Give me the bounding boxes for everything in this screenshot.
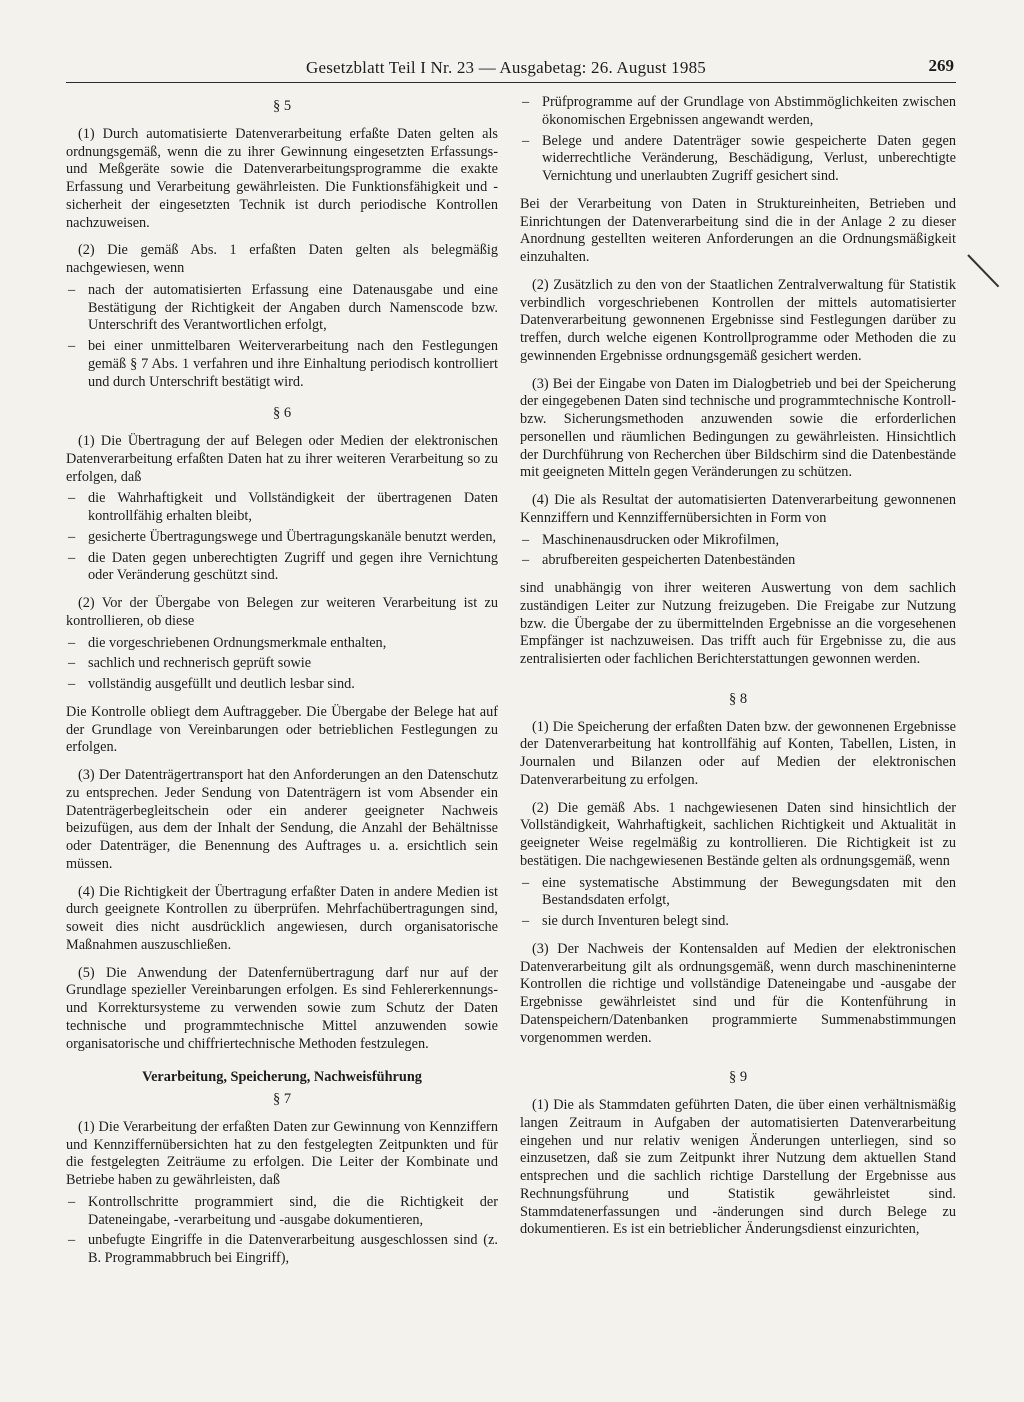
right-column (520, 94, 956, 1249)
page-header (66, 56, 956, 83)
paragraph: (1) Die Übertragung der auf Belegen oder Medien der elektronischen Datenverarbeitung erfaßten Daten hat zu ihrer weiteren Verarbeitung so zu erfolgen, daß (66, 433, 498, 485)
list-item: – sachlich und rechnerisch geprüft sowie (66, 655, 498, 673)
list-item: – die Daten gegen unberechtigten Zugriff und gegen ihre Vernichtung oder Veränderung geschützt sind. (66, 550, 498, 586)
bullet-list (520, 94, 956, 186)
paragraph: (3) Bei der Eingabe von Daten im Dialogbetrieb und bei der Speicherung der eingegebenen Daten sind technische und programmtechnische Kontroll- bzw. Sicherungsmethoden anzuwenden sowie die erforderlichen personellen und räumlichen Bedingungen zu gewährleisten. Hinsichtlich der Durchführung von Recherchen über Bildschirm sind die Datenbestände mit geeigneten Mitteln gegen Veränderungen zu schützen. (520, 375, 956, 481)
list-item: – eine systematische Abstimmung der Bewegungsdaten mit den Bestandsdaten erfolgt, (520, 875, 956, 911)
chapter-heading: Verarbeitung, Speicherung, Nachweisführung (142, 1069, 422, 1086)
paragraph: (1) Die Speicherung der erfaßten Daten bzw. der gewonnenen Ergebnisse der Datenverarbeitung hat kontrollfähig auf Konten, Tabellen, Listen, in Journalen und Bilanzen oder auf Medien der elektronischen Datenverarbeitung zu erfolgen. (520, 718, 956, 788)
paragraph: (2) Vor der Übergabe von Belegen zur weiteren Verarbeitung ist zu kontrollieren, ob diese (66, 595, 498, 629)
paragraph: (4) Die als Resultat der automatisierten Datenverarbeitung gewonnenen Kennziffern und Kennziffernübersichten in Form von (520, 492, 956, 526)
paragraph: (1) Durch automatisierte Datenverarbeitung erfaßte Daten gelten als ordnungsgemäß, wenn die zu ihrer Gewinnung eingesetzten Erfassungs- und Meßgeräte sowie die Datenverarbeitungsprogramme die exakte Erfassung und Verarbeitung gewährleisten. Die Funktionsfähigkeit und -sicherheit der eingesetzten Technik ist durch periodische Kontrollen nachzuweisen. (66, 125, 498, 231)
list-item: – unbefugte Eingriffe in die Datenverarbeitung ausgeschlossen sind (z. B. Programmabbruch bei Eingriff), (66, 1232, 498, 1268)
list-item: – sie durch Inventuren belegt sind. (520, 913, 956, 931)
paragraph: (3) Der Datenträgertransport hat den Anforderungen an den Datenschutz zu entsprechen. Jeder Sendung von Datenträgern ist vom Absender ein Datenträgerbegleitschein oder ein anderer geeigneter Nachweis beizufügen, aus dem der Inhalt der Sendung, die Anzahl der Behältnisse oder Datenträger, die Benennung des Auftrages u. a. ersichtlich sein müssen. (66, 767, 498, 872)
bullet-list (66, 635, 498, 694)
section-title: § 8 (728, 690, 748, 707)
paragraph: (2) Die gemäß Abs. 1 nachgewiesenen Daten sind hinsichtlich der Vollständigkeit, Wahrhaftigkeit, sachlichen Richtigkeit und Aktualität in geeigneter Weise regelmäßig zu kontrollieren. Die Richtigkeit ist zu bestätigen. Die nachgewiesenen Bestände gelten als ordnungsgemäß, wenn (520, 799, 956, 869)
section-title: § 9 (728, 1069, 748, 1086)
bullet-list (66, 1194, 498, 1268)
list-item: – nach der automatisierten Erfassung eine Datenausgabe und eine Bestätigung der Richtigkeit der Angaben durch Namenscode bzw. Unterschrift des Verantwortlichen erfolgt, (66, 282, 498, 335)
paragraph: (4) Die Richtigkeit der Übertragung erfaßter Daten in andere Medien ist durch geeignete Kontrollen zu überprüfen. Mehrfachübertragungen sind, soweit dies nicht ausdrücklich angewiesen, durch organisatorische Maßnahmen auszuschließen. (66, 883, 498, 953)
paragraph: (2) Die gemäß Abs. 1 erfaßten Daten gelten als belegmäßig nachgewiesen, wenn (66, 242, 498, 276)
list-item: – vollständig ausgefüllt und deutlich lesbar sind. (66, 676, 498, 694)
page-number: 269 (928, 56, 954, 75)
bullet-list (520, 875, 956, 931)
left-column (66, 94, 498, 1278)
paragraph: (1) Die Verarbeitung der erfaßten Daten zur Gewinnung von Kennziffern und Kennziffernübersichten hat zu den festgelegten Zeitpunkten und für die festgelegten Zeiträume zu erfolgen. Die Leiter der Kombinate und Betriebe haben zu gewährleisten, daß (66, 1118, 498, 1188)
section-title: § 5 (272, 98, 292, 114)
list-item: – Belege und andere Datenträger sowie gespeicherte Daten gegen widerrechtliche Veränderung, Beschädigung, Verlust, unberechtigte Vernichtung und unerlaubten Zugriff gesichert sind. (520, 133, 956, 186)
list-item: – Maschinenausdrucken oder Mikrofilmen, (520, 532, 956, 550)
paragraph: (5) Die Anwendung der Datenfernübertragung darf nur auf der Grundlage spezieller Vereinbarungen erfolgen. Es sind Fehlererkennungs- und Korrektursysteme zu verwenden sowie zum Schutz der Daten technische und programmtechnische Mittel anzuwenden sowie organisatorische und chiffriertechnische Methoden festzulegen. (66, 964, 498, 1052)
list-item: – die vorgeschriebenen Ordnungsmerkmale enthalten, (66, 635, 498, 653)
list-item: – bei einer unmittelbaren Weiterverarbeitung nach den Festlegungen gemäß § 7 Abs. 1 verfahren und ihre Einhaltung periodisch kontrolliert und durch Unterschrift bestätigt wird. (66, 338, 498, 391)
paragraph: Bei der Verarbeitung von Daten in Struktureinheiten, Betrieben und Einrichtungen der Datenverarbeitung sind die in der Anlage 2 zu dieser Anordnung gestellten weiteren Anforderungen an die Ordnungsmäßigkeit einzuhalten. (520, 195, 956, 265)
section-title: § 7 (272, 1091, 292, 1107)
list-item: – die Wahrhaftigkeit und Vollständigkeit der übertragenen Daten kontrollfähig erhalten bleibt, (66, 490, 498, 526)
bullet-list (520, 532, 956, 571)
header-title: Gesetzblatt Teil I Nr. 23 — Ausgabetag: 26. August 1985 (306, 58, 706, 77)
paragraph: (1) Die als Stammdaten geführten Daten, die über einen verhältnismäßig langen Zeitraum in Aufgaben der automatisierten Datenverarbeitung eingehen und nur relativ wenigen Änderungen unterliegen, sind so einzusetzen, daß sie zum Zeitpunkt ihrer Nutzung dem aktuellen Stand entsprechen und die sachlich richtige Darstellung der Ergebnisse aus Rechnungsführung und Statistik gewährleistet sind. Stammdatenerfassungen und -änderungen sind durch Belege zu dokumentieren. Es ist ein betrieblicher Änderungsdienst einzurichten, (520, 1097, 956, 1238)
paragraph: Die Kontrolle obliegt dem Auftraggeber. Die Übergabe der Belege hat auf der Grundlage von Vereinbarungen oder betrieblichen Festlegungen zu erfolgen. (66, 703, 498, 756)
list-item: – gesicherte Übertragungswege und Übertragungskanäle benutzt werden, (66, 529, 498, 547)
bullet-list (66, 282, 498, 392)
paragraph: sind unabhängig von ihrer weiteren Auswertung von dem sachlich zuständigen Leiter zur Nutzung freizugeben. Die Freigabe zur Nutzung bzw. die Übergabe der zu übermittelnden Ergebnisse an die vorgesehenen Empfänger ist nachzuweisen. Das trifft auch für Ergebnisse zu, die aus zentralisierten oder fachlichen Berichterstattungen gewonnen werden. (520, 580, 956, 667)
margin-pen-mark (967, 254, 999, 287)
paragraph: (2) Zusätzlich zu den von der Staatlichen Zentralverwaltung für Statistik verbindlich vorgeschriebenen Kontrollen der mittels automatisierter Datenverarbeitung gewonnenen Ergebnisse sind Festlegungen darüber zu treffen, durch welche eigenen Kontrollprogramme oder Methoden die zu gewinnenden Ergebnisse ordnungsgemäß gesichert werden. (520, 276, 956, 364)
list-item: – abrufbereiten gespeicherten Datenbeständen (520, 552, 956, 570)
paragraph: (3) Der Nachweis der Kontensalden auf Medien der elektronischen Datenverarbeitung gilt als ordnungsgemäß, wenn durch maschineninterne Kontrollen die richtige und vollständige Dateneingabe und -ausgabe der Ergebnisse gewährleistet sind und für die Kontenführung in Datenspeichern/Datenbanken programmierte Summenabstimmungen vorgenommen werden. (520, 940, 956, 1046)
list-item: – Kontrollschritte programmiert sind, die die Richtigkeit der Dateneingabe, -verarbeitung und -ausgabe dokumentieren, (66, 1194, 498, 1230)
bullet-list (66, 490, 498, 585)
list-item: – Prüfprogramme auf der Grundlage von Abstimmöglichkeiten zwischen ökonomischen Ergebnissen angewandt werden, (520, 94, 956, 130)
section-title: § 6 (272, 405, 292, 422)
